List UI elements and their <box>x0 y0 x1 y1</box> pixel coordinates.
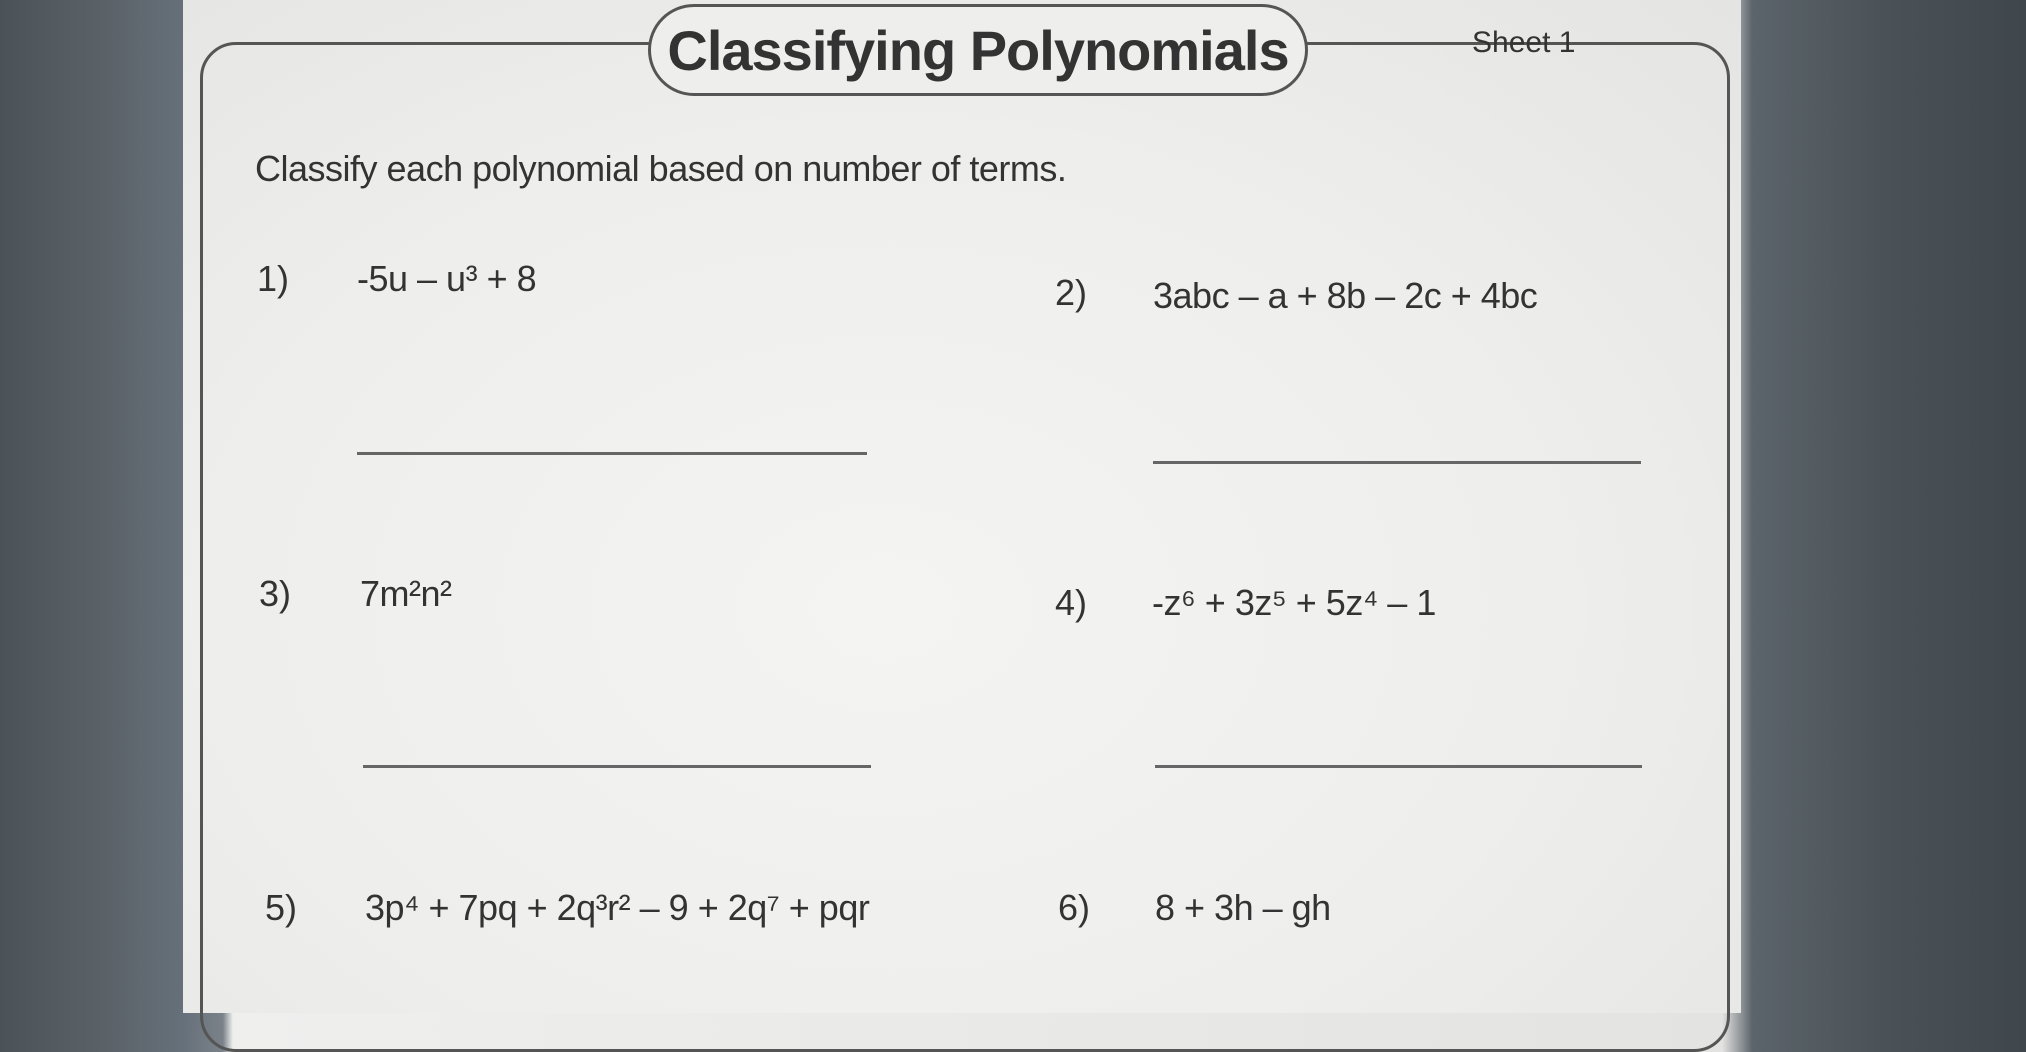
answer-line-2[interactable] <box>1153 461 1641 464</box>
problem-expression: 3abc – a + 8b – 2c + 4bc <box>1153 275 1538 316</box>
answer-line-4[interactable] <box>1155 765 1642 768</box>
problem-number: 2) <box>1055 272 1088 313</box>
problem-number: 3) <box>259 573 292 614</box>
problem-expression: -5u – u³ + 8 <box>357 258 537 299</box>
problem-expression: 7m²n² <box>360 573 452 614</box>
problem-expression: 8 + 3h – gh <box>1155 887 1331 928</box>
problem-number: 6) <box>1058 887 1091 928</box>
sheet-label: Sheet 1 <box>1472 26 1576 59</box>
title-banner <box>648 4 1308 96</box>
answer-line-1[interactable] <box>357 452 867 455</box>
instructions: Classify each polynomial based on number of terms. <box>255 148 1067 189</box>
answer-line-3[interactable] <box>363 765 871 768</box>
problem-number: 1) <box>257 258 290 299</box>
problem-expression: -z⁶ + 3z⁵ + 5z⁴ – 1 <box>1152 582 1436 623</box>
worksheet-title: Classifying Polynomials <box>667 18 1289 82</box>
problem-number: 5) <box>265 887 298 928</box>
problem-expression: 3p⁴ + 7pq + 2q³r² – 9 + 2q⁷ + pqr <box>365 887 870 928</box>
problem-number: 4) <box>1055 582 1088 623</box>
